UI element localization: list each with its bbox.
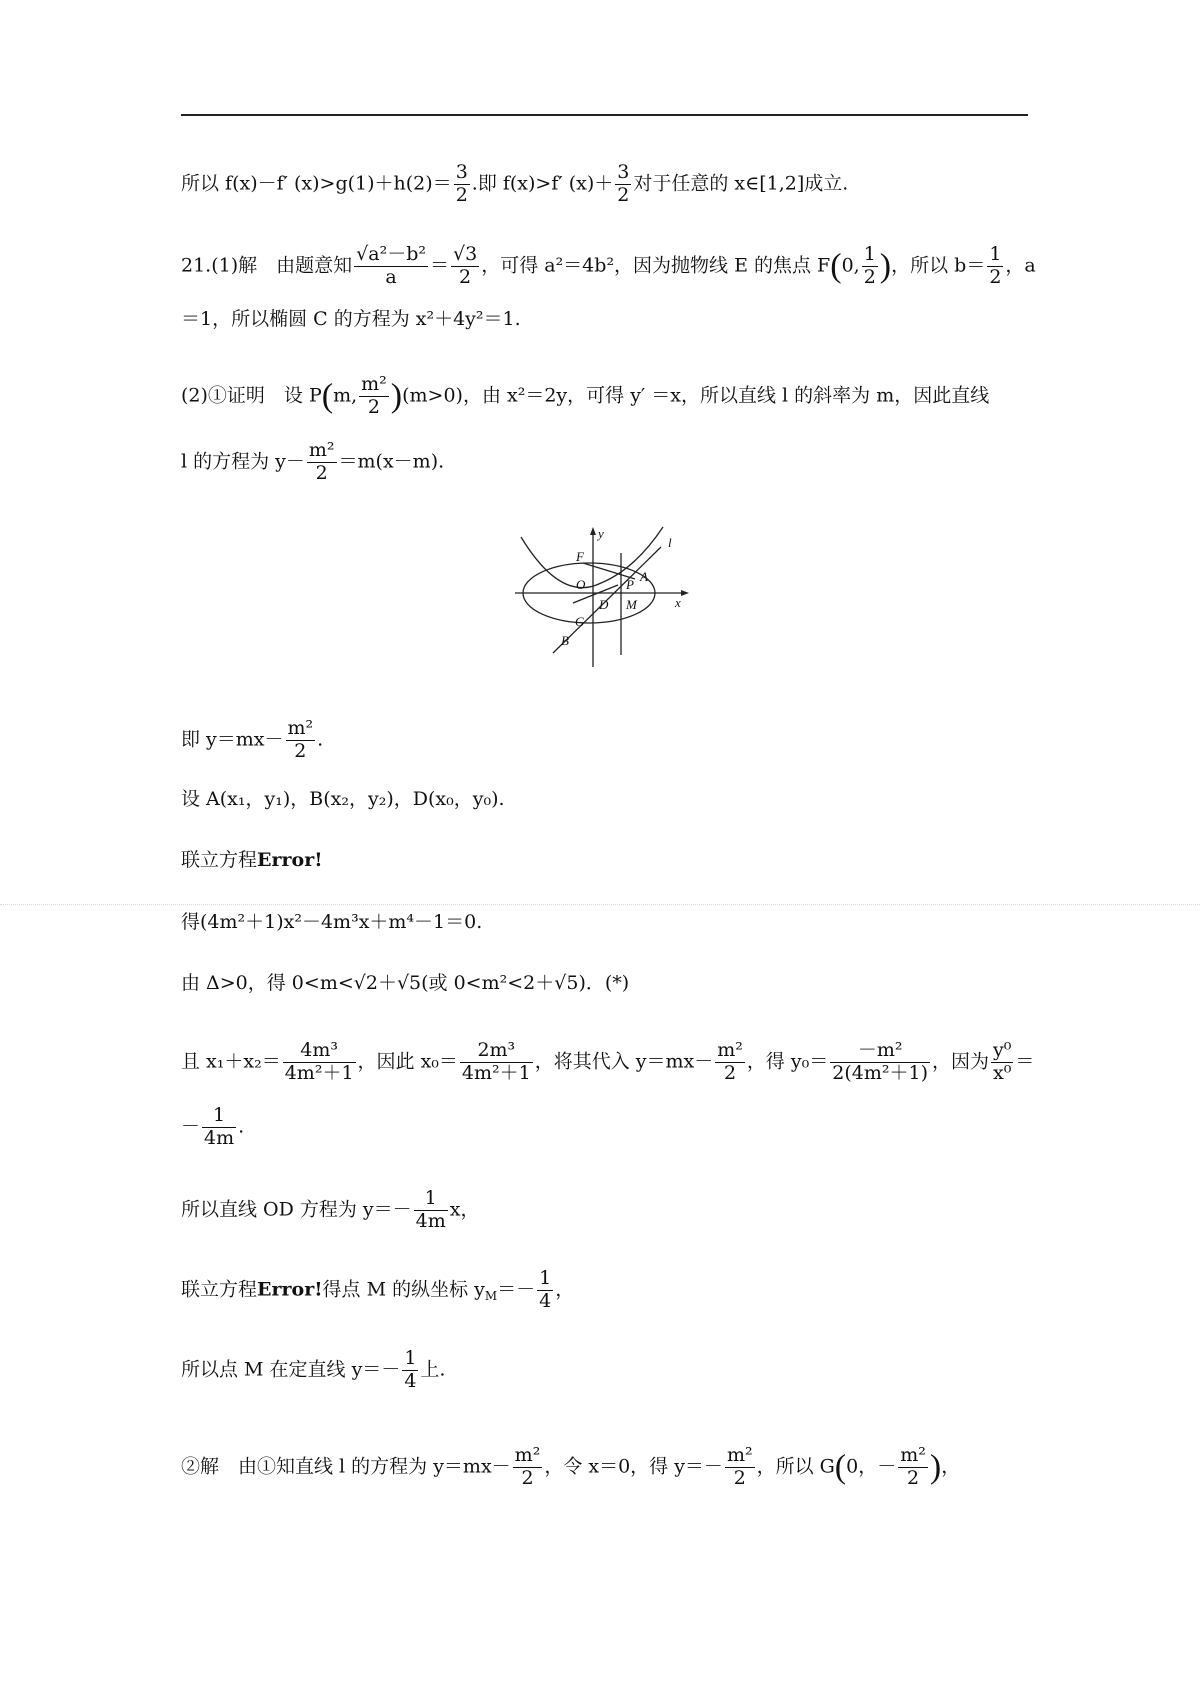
label-x: x [675, 595, 681, 610]
ellipse-parabola-figure [513, 525, 693, 670]
text: ，a [1005, 254, 1036, 277]
numerator: 1 [414, 1188, 448, 1211]
text: 0, [841, 254, 860, 277]
text: ， [941, 1455, 961, 1478]
text-line-3 [181, 310, 521, 329]
text: ， [555, 1278, 575, 1301]
fraction [286, 718, 316, 763]
big-paren: ( [321, 377, 334, 415]
fraction [725, 1445, 755, 1490]
denominator: a [385, 265, 397, 288]
text-line-14 [181, 1268, 574, 1313]
numerator: √3 [453, 243, 478, 265]
fraction [202, 1105, 236, 1150]
numerator: 1 [404, 1347, 417, 1369]
denominator: 2 [617, 183, 630, 206]
text: 0，－ [846, 1455, 897, 1478]
denominator: 2 [367, 395, 380, 418]
fraction [830, 1040, 930, 1085]
label-A: A [640, 569, 648, 584]
error-marker: Error! [257, 1278, 323, 1301]
text-line-11 [181, 1040, 1034, 1085]
denominator: 2 [733, 1466, 746, 1489]
denominator: 4m²＋1 [284, 1061, 354, 1084]
text: ，因为 [932, 1050, 990, 1073]
fraction [402, 1348, 418, 1393]
page-break-dotted-line [0, 904, 1200, 905]
fraction [615, 162, 631, 207]
text: 所以直线 OD 方程为 y＝－ [181, 1198, 412, 1221]
text: 即 y＝mx－ [181, 728, 284, 751]
denominator: 4m²＋1 [461, 1061, 531, 1084]
text: 21.(1)解 由题意知 [181, 254, 353, 277]
numerator: 1 [989, 243, 1002, 265]
text: ，可得 a²＝4b²，因为抛物线 E 的焦点 F [481, 254, 831, 277]
fraction [283, 1040, 356, 1085]
label-M: M [626, 597, 637, 612]
label-l: l [668, 535, 672, 550]
text: ＝1，所以椭圆 C 的方程为 x²＋4y²＝1. [181, 308, 521, 330]
numerator: m² [308, 439, 335, 461]
numerator: m² [717, 1039, 743, 1061]
numerator: －m² [830, 1040, 930, 1063]
label-D: D [599, 597, 609, 612]
denominator: 2 [906, 1466, 920, 1489]
text: 对于任意的 x∈[1,2]成立. [633, 172, 849, 195]
header-rule [181, 114, 1028, 116]
denominator: 2(4m²＋1) [832, 1061, 928, 1084]
denominator: 2 [521, 1466, 534, 1489]
numerator: 1 [202, 1105, 236, 1128]
text-line-13 [181, 1188, 480, 1233]
text: ＝ [429, 254, 449, 277]
text: ②解 由①知直线 l 的方程为 y＝mx－ [181, 1455, 511, 1478]
fraction [715, 1040, 745, 1085]
numerator: y⁰ [993, 1039, 1012, 1061]
numerator: m² [287, 717, 314, 739]
y-arrow [590, 527, 596, 535]
denominator: 2 [315, 461, 328, 484]
text-line-10 [181, 974, 629, 993]
label-y: y [598, 526, 604, 541]
text: (2)①证明 设 P [181, 384, 322, 407]
big-paren: ) [390, 377, 403, 415]
text: ，令 x＝0，得 y＝－ [544, 1455, 723, 1478]
denominator: 4m [204, 1126, 235, 1149]
error-marker: Error! [257, 849, 323, 871]
text: l 的方程为 y－ [181, 450, 305, 473]
denominator: 2 [294, 739, 307, 762]
numerator: 3 [617, 161, 630, 183]
text: m, [333, 384, 358, 407]
text: (m>0)，由 x²＝2y，可得 y′ ＝x，所以直线 l 的斜率为 m，因此直线 [402, 384, 990, 407]
text: 得点 M 的纵坐标 y [322, 1278, 485, 1301]
fraction [991, 1040, 1013, 1085]
text: ，得 y₀＝ [746, 1050, 829, 1073]
x-arrow [681, 590, 689, 596]
numerator: 4m³ [283, 1040, 356, 1063]
text: 所以 f(x)－f′ (x)>g(1)＋h(2)＝ [181, 172, 452, 195]
text-line-6 [181, 718, 323, 763]
fraction [513, 1445, 543, 1490]
text: ＝ [1015, 1050, 1035, 1073]
text: ，将其代入 y＝mx－ [534, 1050, 714, 1073]
label-P: P [626, 577, 634, 592]
fraction [354, 244, 428, 289]
text: .即 f(x)>f′ (x)＋ [471, 172, 614, 195]
text-line-8 [181, 851, 323, 870]
text: . [238, 1115, 245, 1138]
numerator: m² [900, 1444, 926, 1466]
text-line-15 [181, 1348, 445, 1393]
label-G: G [575, 614, 585, 629]
text-line-9 [181, 913, 482, 932]
text-line-1 [181, 162, 848, 207]
label-B: B [561, 633, 569, 648]
fraction [862, 244, 878, 289]
fraction [537, 1268, 553, 1313]
text: 上. [420, 1358, 446, 1381]
numerator: 1 [539, 1267, 552, 1289]
text: 由 Δ>0，得 0<m<√2＋√5(或 0<m²<2＋√5)．(*) [181, 972, 630, 994]
text: ，因此 x₀＝ [357, 1050, 458, 1073]
label-O: O [576, 577, 586, 592]
text-line-16 [181, 1445, 960, 1490]
numerator: 2m³ [460, 1040, 533, 1063]
big-paren: ( [830, 247, 842, 285]
text: ，所以 G [756, 1455, 835, 1478]
text: ，所以 b＝ [891, 254, 986, 277]
denominator: 4 [539, 1289, 552, 1312]
text: － [181, 1115, 201, 1138]
denominator: 2 [459, 265, 472, 288]
text-line-5 [181, 440, 444, 485]
fraction [987, 244, 1003, 289]
text: 所以点 M 在定直线 y＝－ [181, 1358, 401, 1381]
big-paren: ( [834, 1448, 847, 1486]
fraction [359, 374, 389, 419]
text: 且 x₁＋x₂＝ [181, 1050, 281, 1073]
text: 设 A(x₁，y₁)，B(x₂，y₂)，D(x₀，y₀). [181, 788, 505, 810]
label-F: F [576, 549, 584, 564]
text-line-12 [181, 1105, 244, 1150]
fraction [898, 1445, 928, 1490]
numerator: m² [361, 373, 387, 395]
text-line-2 [181, 244, 1036, 289]
fraction [451, 244, 479, 289]
numerator: 3 [455, 161, 468, 183]
text: 得(4m²＋1)x²－4m³x＋m⁴－1＝0. [181, 911, 483, 933]
fraction [307, 440, 337, 485]
denominator: 4 [404, 1369, 417, 1392]
fraction [460, 1040, 533, 1085]
numerator: √a²－b² [356, 243, 426, 265]
fraction [454, 162, 470, 207]
numerator: m² [514, 1444, 541, 1466]
big-paren: ) [929, 1448, 942, 1486]
text-line-7 [181, 790, 505, 809]
subscript: M [484, 1289, 498, 1304]
denominator: 4m [415, 1209, 446, 1232]
text: ＝－ [497, 1278, 536, 1301]
text-line-4 [181, 374, 989, 419]
text: . [317, 728, 324, 751]
denominator: x⁰ [993, 1061, 1012, 1084]
text: x， [449, 1198, 480, 1221]
numerator: 1 [863, 243, 876, 265]
big-paren: ) [879, 247, 892, 285]
text: ＝m(x－m). [338, 450, 445, 473]
numerator: m² [726, 1444, 753, 1466]
text: 联立方程 [181, 1278, 258, 1301]
denominator: 2 [863, 265, 876, 288]
text: 联立方程 [181, 849, 258, 871]
fraction [414, 1188, 448, 1233]
denominator: 2 [989, 265, 1002, 288]
denominator: 2 [455, 183, 468, 206]
denominator: 2 [724, 1061, 737, 1084]
